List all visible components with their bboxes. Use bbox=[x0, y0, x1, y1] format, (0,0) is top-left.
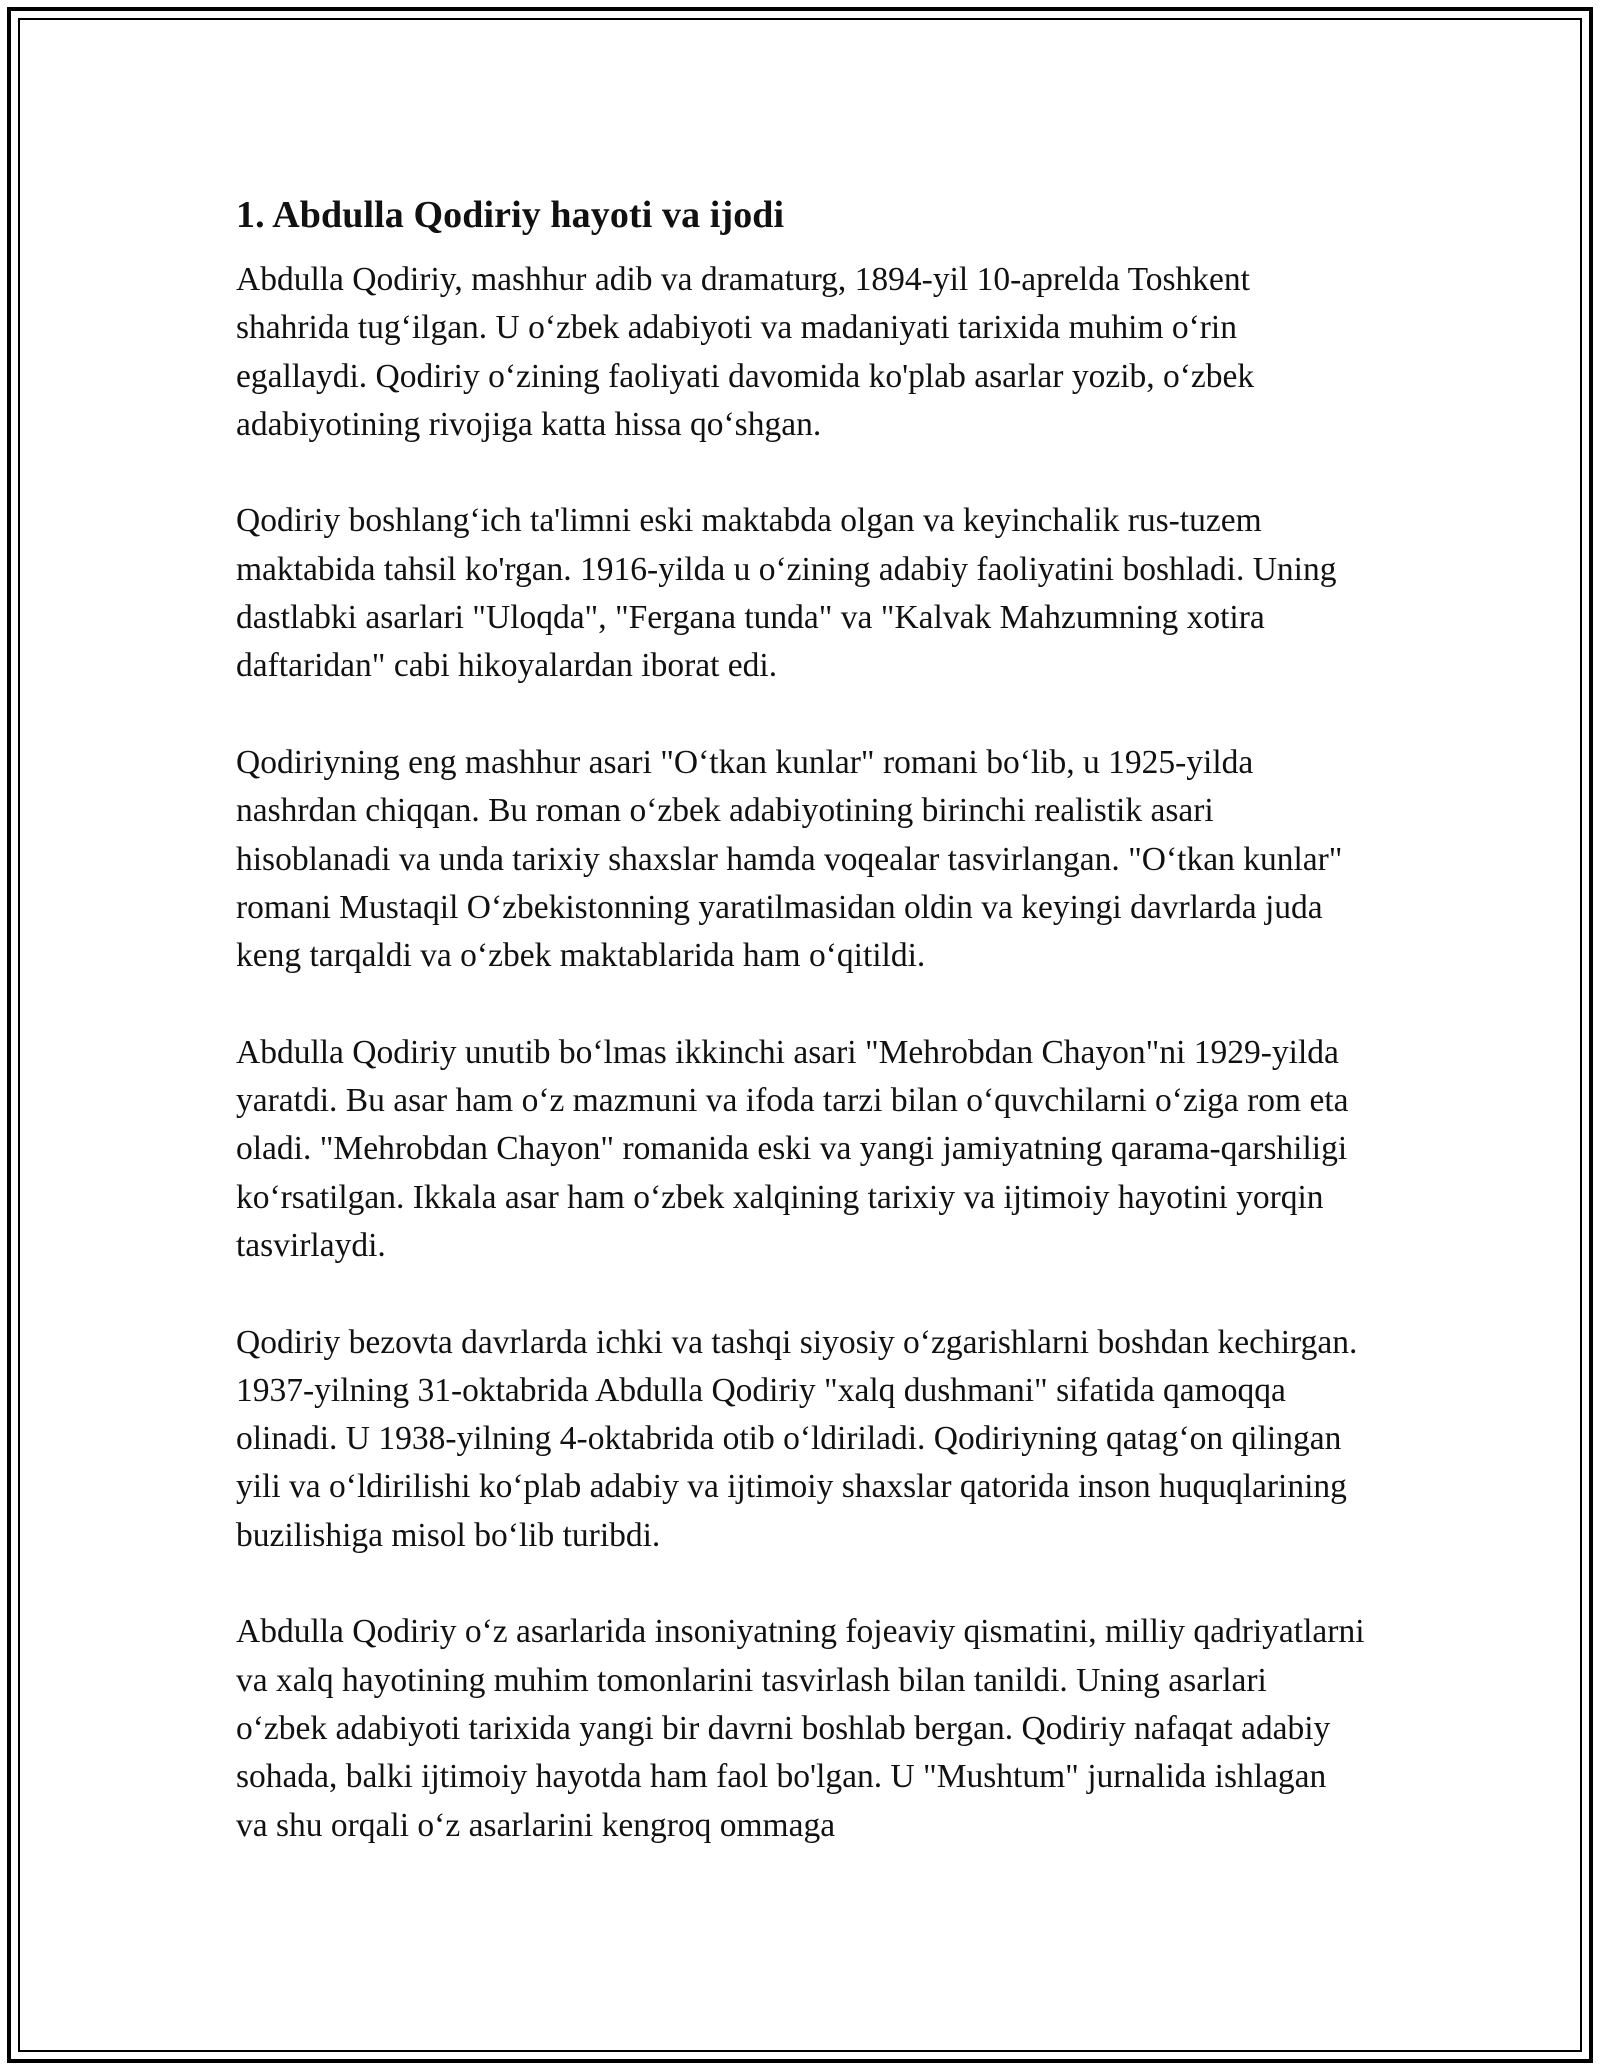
paragraph-6: Abdulla Qodiriy o‘z asarlarida insoniyatning fojeaviy qismatini, milliy qadriyatlarni va xalq hayotining muhim tomonlarini tasvirlash bilan tanildi. Uning asarlari o‘zbek adabiyoti tarixida yangi bir davrni boshlab bergan. Qodiriy nafaqat adabiy sohada, balki ijtimoiy hayotda ham faol bo'lgan. U "Mushtum" jurnalida ishlagan va shu orqali o‘z asarlarini kengroq ommaga bbox=[236, 1613, 1365, 1844]
paragraph-3: Qodiriyning eng mashhur asari "O‘tkan kunlar" romani bo‘lib, u 1925-yilda nashrdan chiqqan. Bu roman o‘zbek adabiyotining birinchi realistik asari hisoblanadi va unda tarixiy shaxslar hamda voqealar tasvirlangan. "O‘tkan kunlar" romani Mustaqil O‘zbekistonning yaratilmasidan oldin va keyingi davrlarda juda keng tarqaldi va o‘zbek maktablarida ham o‘qitildi. bbox=[236, 743, 1343, 975]
paragraph-1: Abdulla Qodiriy, mashhur adib va dramaturg, 1894-yil 10-aprelda Toshkent shahrida tug‘ilgan. U o‘zbek adabiyoti va madaniyati tarixida muhim o‘rin egallaydi. Qodiriy o‘zining faoliyati davomida ko'plab asarlar yozib, o‘zbek adabiyotining rivojiga katta hissa qo‘shgan. bbox=[236, 261, 1255, 443]
paragraph-4: Abdulla Qodiriy unutib bo‘lmas ikkinchi asari "Mehrobdan Chayon"ni 1929-yilda yaratdi. Bu asar ham o‘z mazmuni va ifoda tarzi bilan o‘quvchilarni o‘ziga rom eta oladi. "Mehrobdan Chayon" romanida eski va yangi jamiyatning qarama-qarshiligi ko‘rsatilgan. Ikkala asar ham o‘zbek xalqining tarixiy va ijtimoiy hayotini yorqin tasvirlaydi. bbox=[236, 1033, 1349, 1264]
document-body bbox=[236, 186, 1366, 1850]
paragraph-5: Qodiriy bezovta davrlarda ichki va tashqi siyosiy o‘zgarishlarni boshdan kechirgan. 1937-yilning 31-oktabrida Abdulla Qodiriy "xalq dushmani" sifatida qamoqqa olinadi. U 1938-yilning 4-oktabrida otib o‘ldiriladi. Qodiriyning qatag‘on qilingan yili va o‘ldirilishi ko‘plab adabiy va ijtimoiy shaxslar qatorida inson huquqlarining buzilishiga misol bo‘lib turibdi. bbox=[236, 1323, 1358, 1554]
section-title: 1. Abdulla Qodiriy hayoti va ijodi bbox=[236, 194, 785, 236]
paragraph-2: Qodiriy boshlang‘ich ta'limni eski maktabda olgan va keyinchalik rus-tuzem maktabida tahsil ko'rgan. 1916-yilda u o‘zining adabiy faoliyatini boshladi. Uning dastlabki asarlari "Uloqda", "Fergana tunda" va "Kalvak Mahzumning xotira daftaridan" cabi hikoyalardan iborat edi. bbox=[236, 502, 1337, 685]
